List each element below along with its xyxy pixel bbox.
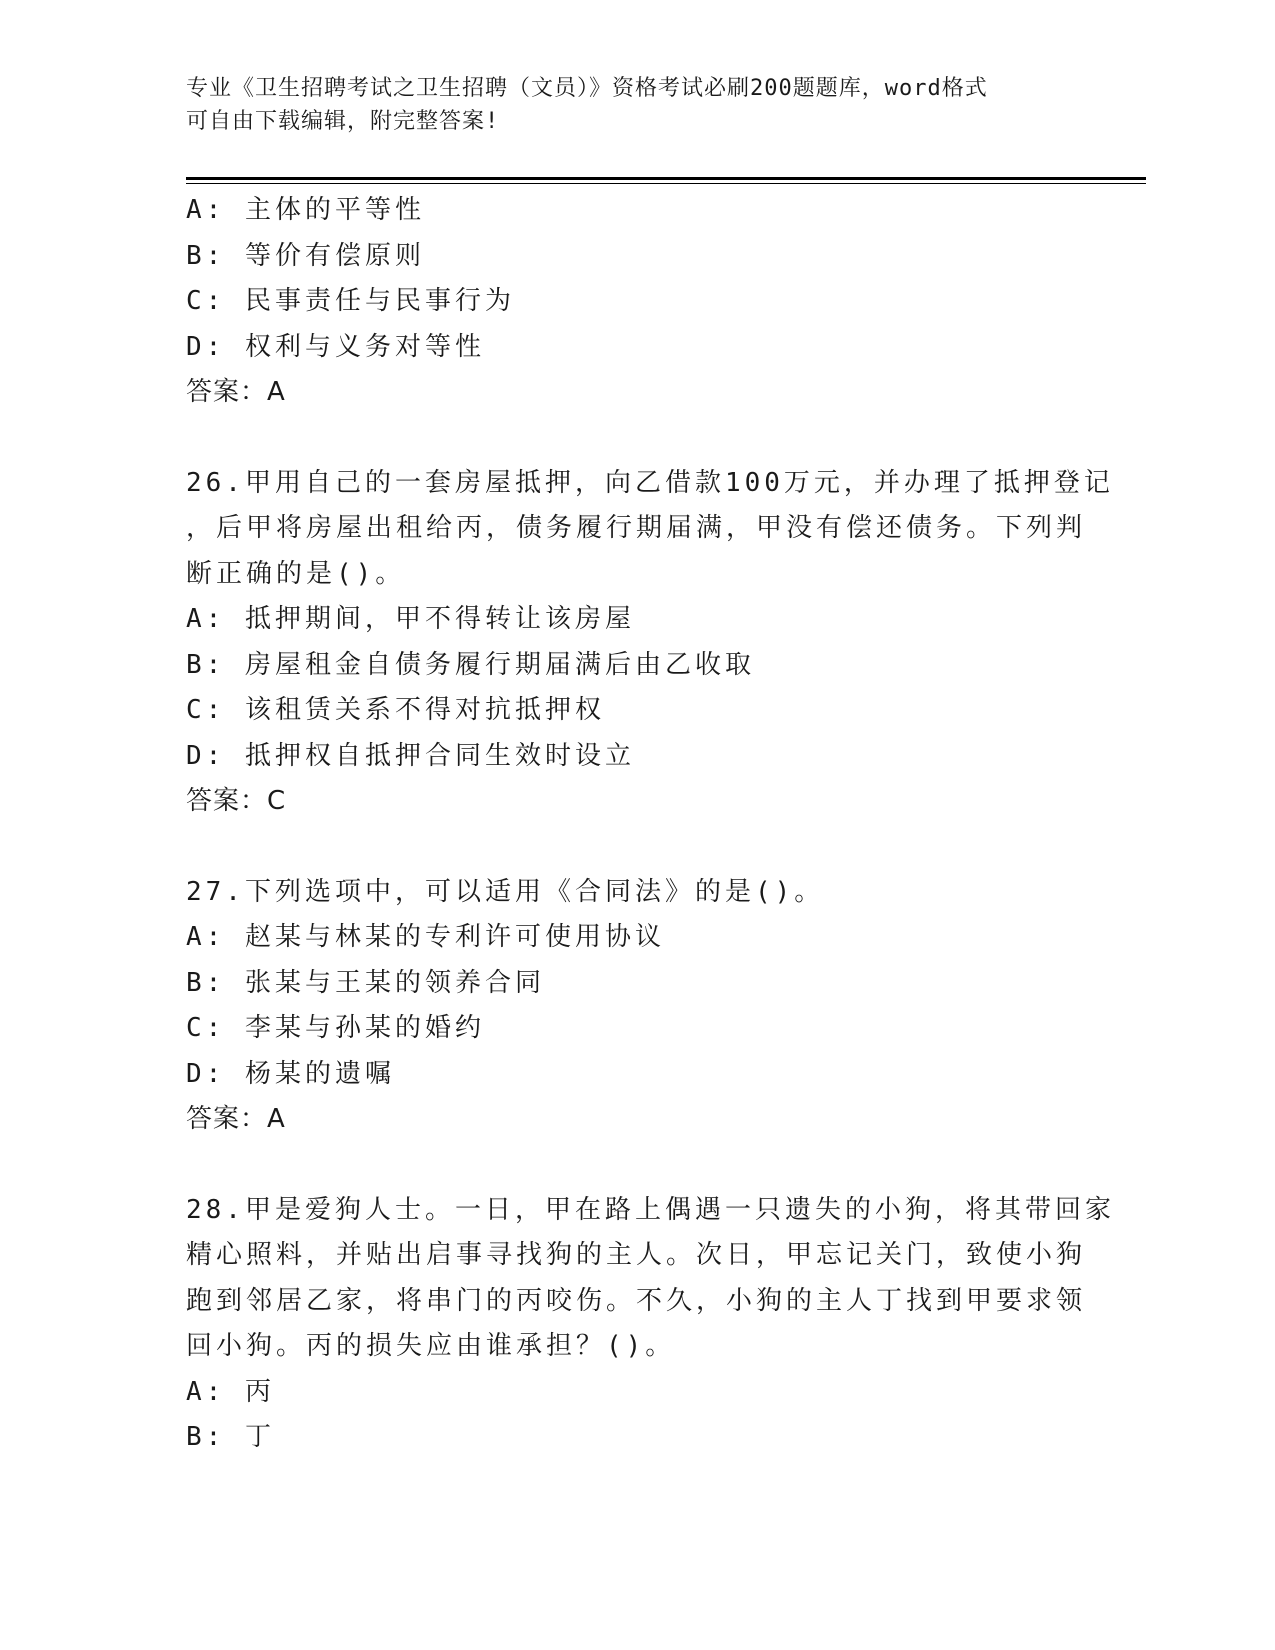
question-stem-line: 回小狗。丙的损失应由谁承担？()。 xyxy=(186,1331,676,1361)
header-divider-thick xyxy=(186,177,1146,180)
option-d: D: 权利与义务对等性 xyxy=(186,331,485,362)
question-25 xyxy=(186,188,1086,416)
option-b: B: 等价有偿原则 xyxy=(186,240,425,271)
header-line-1: 专业《卫生招聘考试之卫生招聘（文员）》资格考试必刷200题题库，word格式 xyxy=(186,76,988,101)
option-a: A: 赵某与林某的专利许可使用协议 xyxy=(186,922,665,952)
question-28 xyxy=(186,1188,1115,1461)
header-line-2: 可自由下载编辑，附完整答案! xyxy=(186,109,500,134)
option-b: B: 张某与王某的领养合同 xyxy=(186,967,545,998)
option-b: B: 丁 xyxy=(186,1422,275,1452)
option-a: A: 抵押期间，甲不得转让该房屋 xyxy=(186,604,635,634)
question-list xyxy=(186,188,1115,1461)
question-stem-line: 跑到邻居乙家，将串门的丙咬伤。不久，小狗的主人丁找到甲要求领 xyxy=(186,1285,1087,1316)
answer: 答案：A xyxy=(186,1104,286,1134)
question-stem-line: 28.甲是爱狗人士。一日，甲在路上偶遇一只遗失的小狗，将其带回家 xyxy=(186,1194,1115,1225)
question-26 xyxy=(186,461,1114,825)
question-stem-line: 26.甲用自己的一套房屋抵押，向乙借款100万元，并办理了抵押登记 xyxy=(186,467,1114,498)
answer: 答案：C xyxy=(186,786,287,816)
answer: 答案：A xyxy=(186,377,286,407)
document-header xyxy=(186,72,1086,138)
option-c: C: 民事责任与民事行为 xyxy=(186,286,515,316)
header-divider-thin xyxy=(186,183,1146,184)
option-b: B: 房屋租金自债务履行期届满后由乙收取 xyxy=(186,649,755,680)
option-c: C: 该租赁关系不得对抗抵押权 xyxy=(186,695,605,725)
option-d: D: 抵押权自抵押合同生效时设立 xyxy=(186,740,635,771)
question-stem-line: 27.下列选项中，可以适用《合同法》的是()。 xyxy=(186,876,825,907)
question-stem-line: 精心照料，并贴出启事寻找狗的主人。次日，甲忘记关门，致使小狗 xyxy=(186,1240,1087,1270)
question-stem-line: ，后甲将房屋出租给丙，债务履行期届满，甲没有偿还债务。下列判 xyxy=(186,513,1087,543)
option-a: A: 丙 xyxy=(186,1376,275,1407)
option-d: D: 杨某的遗嘱 xyxy=(186,1058,395,1089)
option-a: A: 主体的平等性 xyxy=(186,195,425,225)
option-c: C: 李某与孙某的婚约 xyxy=(186,1013,485,1043)
question-27 xyxy=(186,870,1086,1143)
question-stem-line: 断正确的是()。 xyxy=(186,558,406,589)
